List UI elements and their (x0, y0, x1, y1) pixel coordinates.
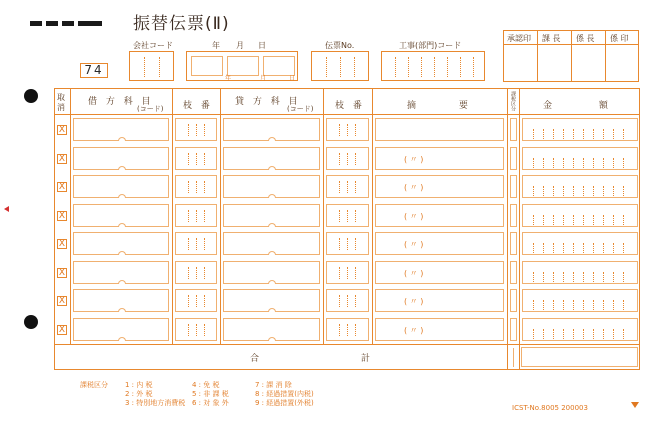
amount-field[interactable] (522, 318, 638, 341)
cancel-checkbox[interactable]: X (58, 239, 66, 249)
credit-account-field[interactable] (223, 118, 320, 141)
corner-mark (631, 402, 639, 408)
debit-branch-field[interactable] (175, 204, 217, 227)
code-notch (118, 166, 126, 170)
summary-field[interactable] (375, 289, 504, 312)
summary-field[interactable] (375, 232, 504, 255)
debit-account-field[interactable] (73, 261, 169, 284)
code-notch (118, 137, 126, 141)
slip-number-box: 74 (80, 63, 108, 78)
day-sublabel: 日 (289, 75, 296, 82)
debit-branch-field[interactable] (175, 118, 217, 141)
credit-branch-field[interactable] (326, 289, 369, 312)
tax-class-field[interactable] (510, 175, 517, 198)
clerk-stamp-label: 係 印 (610, 34, 629, 43)
credit-account-header: 貸 方 科 目 (235, 97, 301, 107)
code-notch (268, 166, 276, 170)
code-notch (118, 337, 126, 341)
header-dash (30, 21, 42, 26)
ditto-mark: ( 〃 ) (404, 183, 424, 192)
tax-class-field[interactable] (510, 289, 517, 312)
tax-class-field[interactable] (510, 232, 517, 255)
ditto-mark: ( 〃 ) (404, 269, 424, 278)
header-dash (62, 21, 74, 26)
project-code-field[interactable] (381, 51, 485, 81)
legend-title: 課税区分 (80, 381, 108, 389)
debit-code-header: (コード) (137, 105, 164, 113)
tax-class-field[interactable] (510, 261, 517, 284)
credit-account-field[interactable] (223, 289, 320, 312)
credit-branch-field[interactable] (326, 175, 369, 198)
cancel-checkbox[interactable]: X (58, 211, 66, 221)
code-notch (118, 308, 126, 312)
cancel-checkbox[interactable]: X (58, 296, 66, 306)
section-chief-label: 課 長 (542, 34, 561, 43)
form-title: 振替伝票(Ⅱ) (133, 14, 230, 34)
amount-field[interactable] (522, 118, 638, 141)
legend-item: 9 : 経過措置(外税) (255, 399, 314, 407)
credit-account-field[interactable] (223, 318, 320, 341)
legend-item: 2 : 外 税 (125, 390, 153, 398)
company-code-field[interactable] (129, 51, 174, 81)
summary-field[interactable] (375, 261, 504, 284)
total-amount-cell[interactable] (521, 347, 638, 367)
credit-branch-field[interactable] (326, 204, 369, 227)
center-mark (4, 206, 9, 212)
legend-item: 6 : 対 象 外 (192, 399, 229, 407)
total-label-1: 合 (250, 354, 263, 364)
slip-no-label: 伝票No. (325, 41, 355, 50)
year-sublabel: 年 (225, 75, 232, 82)
date-field[interactable] (186, 51, 298, 81)
code-notch (268, 308, 276, 312)
code-notch (118, 280, 126, 284)
project-code-label: 工事(部門)コード (399, 41, 462, 50)
debit-account-field[interactable] (73, 147, 169, 170)
amount-field[interactable] (522, 261, 638, 284)
ditto-mark: ( 〃 ) (404, 297, 424, 306)
debit-account-field[interactable] (73, 204, 169, 227)
month-sublabel: 月 (260, 75, 267, 82)
punch-hole (24, 315, 38, 329)
cancel-checkbox[interactable]: X (58, 182, 66, 192)
code-notch (268, 137, 276, 141)
code-notch (268, 251, 276, 255)
legend-item: 3 : 特別地方消費税 (125, 399, 186, 407)
amount-field[interactable] (522, 147, 638, 170)
tax-class-header: 課税区分 (510, 91, 516, 111)
credit-branch-field[interactable] (326, 118, 369, 141)
amount-header: 金 額 (543, 101, 630, 111)
summary-field[interactable] (375, 318, 504, 341)
ditto-mark: ( 〃 ) (404, 326, 424, 335)
debit-branch-field[interactable] (175, 147, 217, 170)
punch-hole (24, 89, 38, 103)
code-notch (118, 223, 126, 227)
credit-branch-field[interactable] (326, 318, 369, 341)
debit-account-field[interactable] (73, 175, 169, 198)
header-dash (90, 21, 102, 26)
sub-chief-label: 係 長 (576, 34, 595, 43)
approval-stamp-box (503, 30, 639, 82)
credit-code-header: (コード) (287, 105, 314, 113)
legend-item: 7 : 課 消 除 (255, 381, 292, 389)
debit-branch-field[interactable] (175, 175, 217, 198)
debit-account-field[interactable] (73, 289, 169, 312)
year-label: 年 (212, 41, 220, 50)
code-notch (268, 194, 276, 198)
summary-field[interactable] (375, 118, 504, 141)
amount-field[interactable] (522, 289, 638, 312)
cancel-checkbox[interactable]: X (58, 125, 66, 135)
credit-account-field[interactable] (223, 204, 320, 227)
debit-branch-field[interactable] (175, 261, 217, 284)
debit-account-field[interactable] (73, 232, 169, 255)
cancel-checkbox[interactable]: X (58, 268, 66, 278)
credit-branch-field[interactable] (326, 261, 369, 284)
code-notch (268, 337, 276, 341)
code-notch (268, 223, 276, 227)
amount-field[interactable] (522, 175, 638, 198)
slip-no-field[interactable] (311, 51, 369, 81)
summary-field[interactable] (375, 204, 504, 227)
tax-class-field[interactable] (510, 147, 517, 170)
summary-field[interactable] (375, 147, 504, 170)
code-notch (118, 194, 126, 198)
debit-account-header: 借 方 科 目 (88, 97, 154, 107)
amount-field[interactable] (522, 204, 638, 227)
branch-header: 枝 番 (183, 101, 213, 111)
tax-class-field[interactable] (510, 204, 517, 227)
branch-header-2: 枝 番 (335, 101, 365, 111)
header-dash (78, 21, 90, 26)
summary-header: 摘 要 (407, 101, 488, 111)
header-dash (46, 21, 58, 26)
legend-item: 8 : 経過措置(内税) (255, 390, 314, 398)
credit-account-field[interactable] (223, 175, 320, 198)
ditto-mark: ( 〃 ) (404, 155, 424, 164)
credit-account-field[interactable] (223, 232, 320, 255)
amount-field[interactable] (522, 232, 638, 255)
code-notch (268, 280, 276, 284)
legend-item: 4 : 免 税 (192, 381, 220, 389)
debit-account-field[interactable] (73, 118, 169, 141)
day-label: 日 (258, 41, 266, 50)
credit-branch-field[interactable] (326, 232, 369, 255)
month-label: 月 (236, 41, 244, 50)
credit-account-field[interactable] (223, 261, 320, 284)
debit-branch-field[interactable] (175, 318, 217, 341)
debit-branch-field[interactable] (175, 289, 217, 312)
debit-branch-field[interactable] (175, 232, 217, 255)
form-code: ICST-No.8005 200003 (512, 404, 588, 412)
legend-item: 1 : 内 税 (125, 381, 153, 389)
credit-account-field[interactable] (223, 147, 320, 170)
tax-class-field[interactable] (510, 318, 517, 341)
ditto-mark: ( 〃 ) (404, 212, 424, 221)
cancel-checkbox[interactable]: X (58, 325, 66, 335)
code-notch (118, 251, 126, 255)
cancel-checkbox[interactable]: X (58, 154, 66, 164)
company-code-label: 会社コード (133, 41, 173, 50)
tax-class-field[interactable] (510, 118, 517, 141)
ditto-mark: ( 〃 ) (404, 240, 424, 249)
approval-label: 承認印 (507, 34, 531, 43)
total-label-2: 計 (361, 354, 374, 364)
legend-item: 5 : 非 課 税 (192, 390, 229, 398)
credit-branch-field[interactable] (326, 147, 369, 170)
cancel-header-2: 消 (57, 103, 65, 112)
summary-field[interactable] (375, 175, 504, 198)
cancel-header-1: 取 (57, 93, 65, 102)
debit-account-field[interactable] (73, 318, 169, 341)
